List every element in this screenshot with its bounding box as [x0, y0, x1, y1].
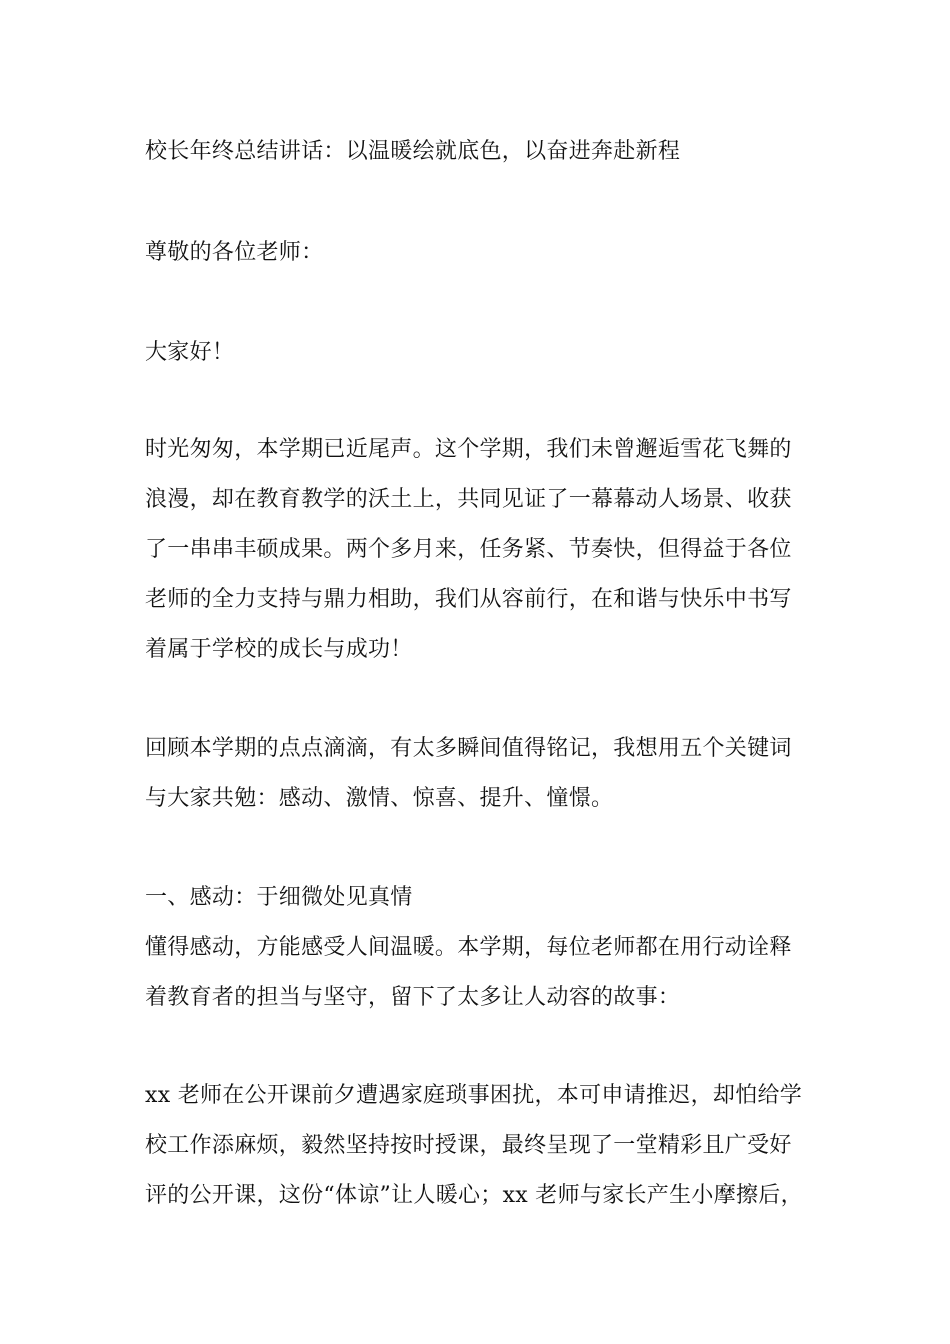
paragraph-line: 与大家共勉：感动、激情、惊喜、提升、憧憬。 — [145, 786, 614, 811]
paragraph-line: 老师的全力支持与鼎力相助，我们从容前行，在和谐与快乐中书写 — [145, 587, 792, 612]
paragraph-line: 着属于学校的成长与成功！ — [145, 637, 413, 662]
paragraph-line: 评的公开课，这份“体谅”让人暖心；xx 老师与家长产生小摩擦后， — [145, 1183, 803, 1208]
paragraph-line: xx 老师在公开课前夕遭遇家庭琐事困扰，本可申请推迟，却怕给学 — [145, 1083, 803, 1108]
paragraph-line: 懂得感动，方能感受人间温暖。本学期，每位老师都在用行动诠释 — [145, 935, 792, 960]
document-title: 校长年终总结讲话：以温暖绘就底色，以奋进奔赴新程 — [145, 139, 681, 164]
paragraph-line: 校工作添麻烦，毅然坚持按时授课，最终呈现了一堂精彩且广受好 — [145, 1133, 792, 1158]
paragraph-line: 时光匆匆，本学期已近尾声。这个学期，我们未曾邂逅雪花飞舞的 — [145, 437, 792, 462]
paragraph-line: 着教育者的担当与坚守，留下了太多让人动容的故事： — [145, 985, 681, 1010]
paragraph-line: 浪漫，却在教育教学的沃土上，共同见证了一幕幕动人场景、收获 — [145, 487, 792, 512]
paragraph-line: 了一串串丰硕成果。两个多月来，任务紧、节奏快，但得益于各位 — [145, 537, 792, 562]
salutation: 尊敬的各位老师： — [145, 240, 324, 265]
paragraph-line: 回顾本学期的点点滴滴，有太多瞬间值得铭记，我想用五个关键词 — [145, 736, 792, 761]
section-heading: 一、感动：于细微处见真情 — [145, 885, 413, 910]
greeting: 大家好！ — [145, 340, 235, 365]
